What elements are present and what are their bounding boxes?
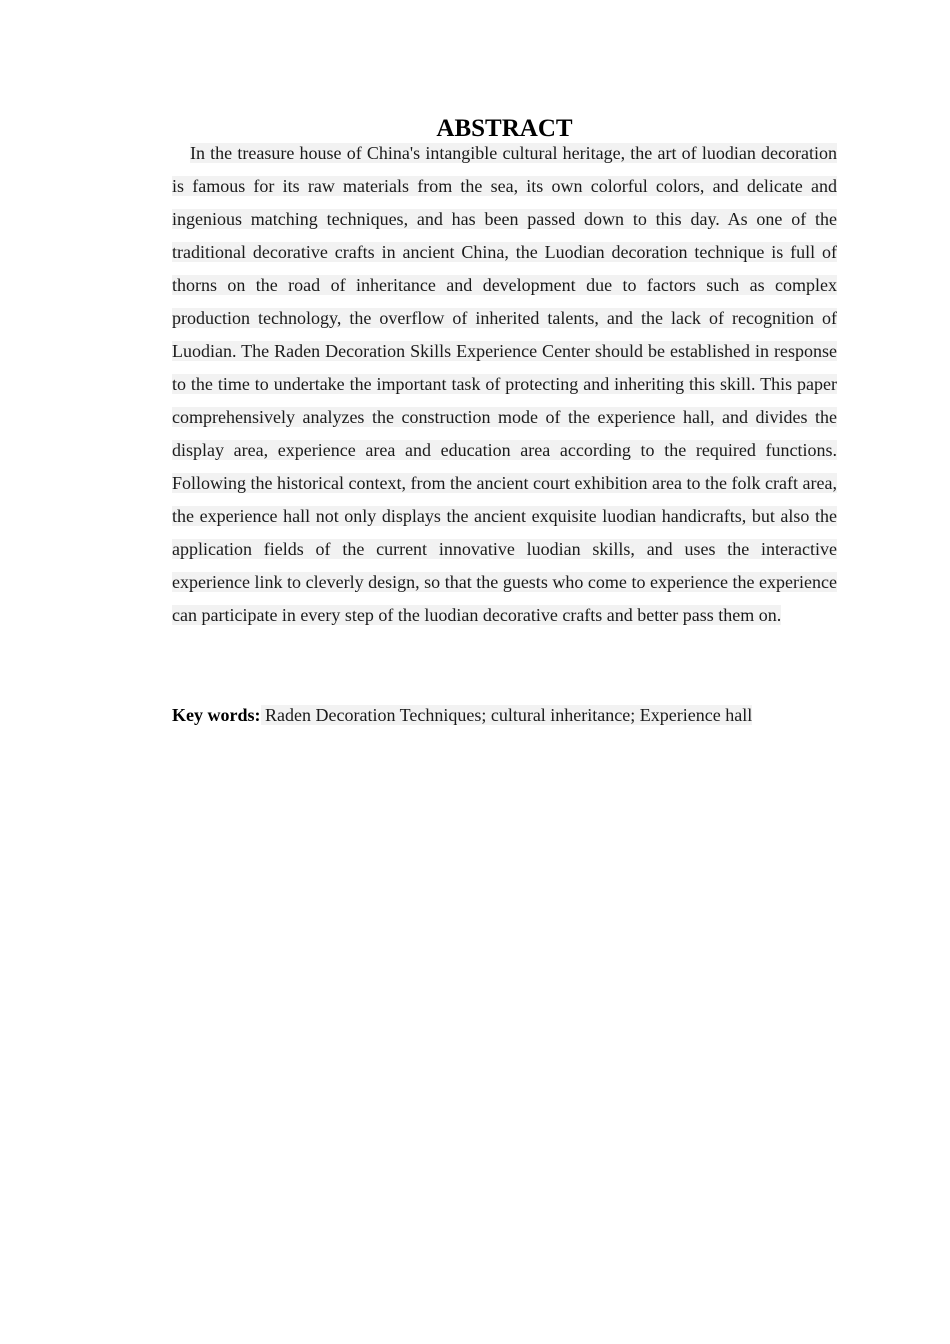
abstract-paragraph [172, 137, 837, 632]
abstract-body-text: In the treasure house of China's intangible cultural heritage, the art of luodian decoration is famous for its raw materials from the sea, its own colorful colors, and delicate and ingenious matching techniques, and has been passed down to this day. As one of the traditional decorative crafts in ancient China, the Luodian decoration technique is full of thorns on the road of inheritance and development due to factors such as complex production technology, the overflow of inherited talents, and the lack of recognition of Luodian. The Raden Decoration Skills Experience Center should be established in response to the time to undertake the important task of protecting and inheriting this skill. This paper comprehensively analyzes the construction mode of the experience hall, and divides the display area, experience area and education area according to the required functions. Following the historical context, from the ancient court exhibition area to the folk craft area, the experience hall not only displays the ancient exquisite luodian handicrafts, but also the application fields of the current innovative luodian skills, and uses the interactive experience link to cleverly design, so that the guests who come to experience the experience can participate in every step of the luodian decorative crafts and better pass them on. [172, 143, 837, 625]
keywords-label: Key words: [172, 705, 261, 725]
keywords-line [172, 699, 837, 732]
keywords-text: Raden Decoration Techniques; cultural inheritance; Experience hall [260, 705, 753, 725]
abstract-heading: ABSTRACT [436, 115, 573, 142]
